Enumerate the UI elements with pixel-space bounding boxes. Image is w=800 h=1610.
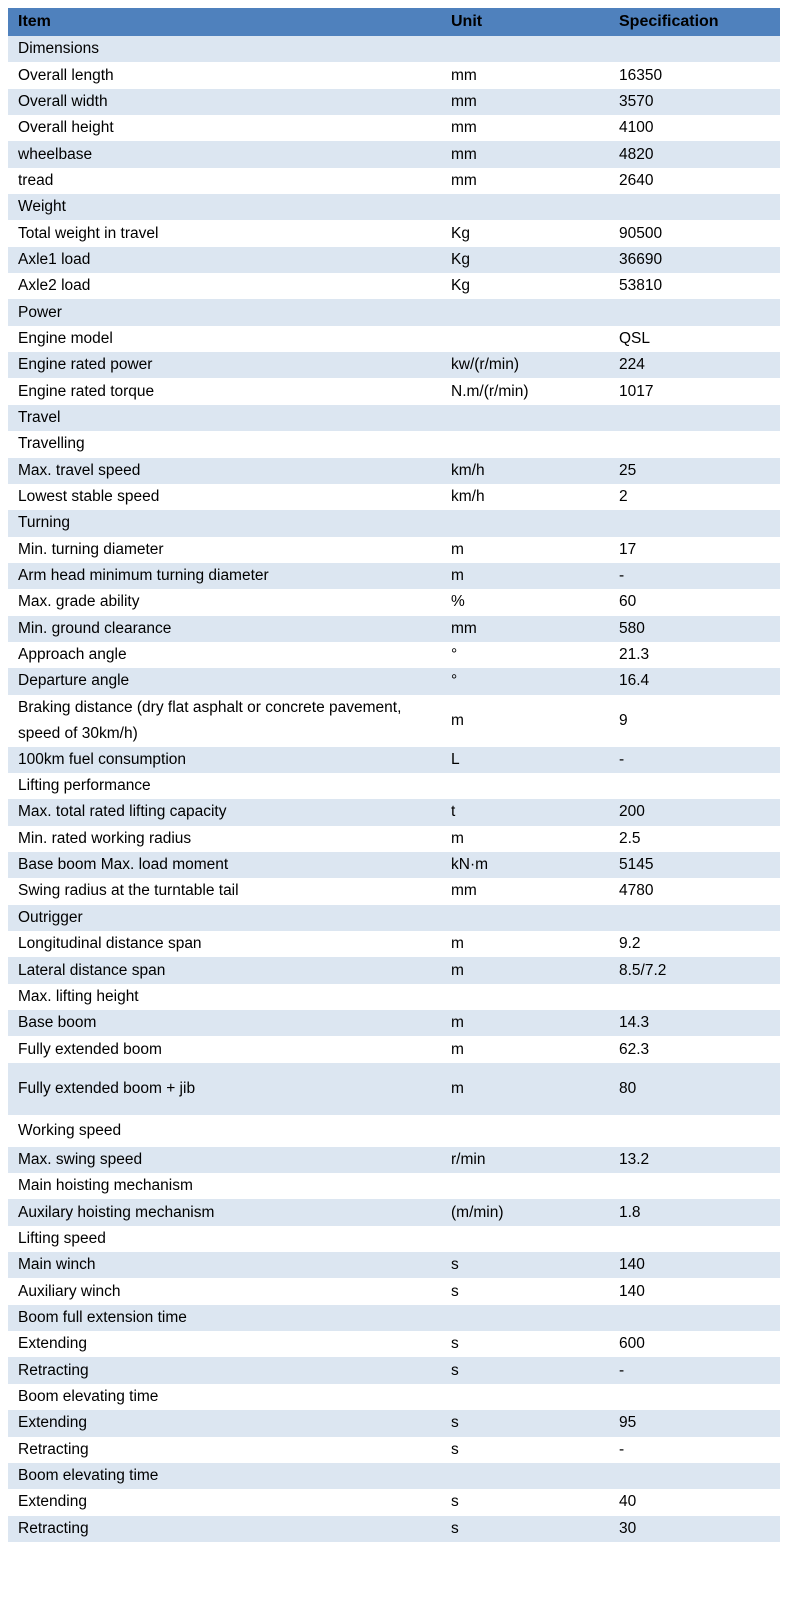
cell-unit [441, 1463, 609, 1489]
cell-spec: 200 [609, 799, 780, 825]
cell-unit: % [441, 589, 609, 615]
cell-item: Departure angle [8, 668, 441, 694]
cell-item: Overall height [8, 115, 441, 141]
cell-spec: 140 [609, 1252, 780, 1278]
header-row [8, 8, 780, 36]
cell-item: Boom full extension time [8, 1305, 441, 1331]
table-row [8, 1463, 780, 1489]
cell-spec: - [609, 563, 780, 589]
cell-unit: mm [441, 89, 609, 115]
table-row [8, 510, 780, 536]
cell-item: Approach angle [8, 642, 441, 668]
table-row [8, 247, 780, 273]
table-row [8, 1036, 780, 1062]
table-row [8, 168, 780, 194]
cell-item: Axle1 load [8, 247, 441, 273]
cell-spec [609, 510, 780, 536]
cell-item: Lifting speed [8, 1226, 441, 1252]
table-row [8, 1437, 780, 1463]
cell-item: Power [8, 299, 441, 325]
cell-unit: t [441, 799, 609, 825]
table-row [8, 378, 780, 404]
table-row [8, 1252, 780, 1278]
cell-spec: 2 [609, 484, 780, 510]
cell-unit [441, 1305, 609, 1331]
cell-spec: 8.5/7.2 [609, 957, 780, 983]
table-row [8, 1173, 780, 1199]
cell-unit: Kg [441, 247, 609, 273]
cell-item: Swing radius at the turntable tail [8, 878, 441, 904]
cell-unit: mm [441, 168, 609, 194]
cell-item: Fully extended boom [8, 1036, 441, 1062]
table-row [8, 931, 780, 957]
cell-item: Main hoisting mechanism [8, 1173, 441, 1199]
cell-spec: 1.8 [609, 1199, 780, 1225]
table-row [8, 352, 780, 378]
cell-item: Base boom [8, 1010, 441, 1036]
cell-unit [441, 405, 609, 431]
cell-unit [441, 36, 609, 62]
cell-spec [609, 905, 780, 931]
cell-spec: 90500 [609, 220, 780, 246]
cell-spec: 5145 [609, 852, 780, 878]
cell-item: Boom elevating time [8, 1463, 441, 1489]
cell-spec: 1017 [609, 378, 780, 404]
cell-unit [441, 1115, 609, 1147]
cell-item: Min. turning diameter [8, 537, 441, 563]
cell-unit: m [441, 695, 609, 747]
table-row [8, 458, 780, 484]
cell-item: Fully extended boom + jib [8, 1063, 441, 1115]
cell-unit: kw/(r/min) [441, 352, 609, 378]
cell-item: Longitudinal distance span [8, 931, 441, 957]
cell-unit: ° [441, 668, 609, 694]
cell-spec [609, 984, 780, 1010]
table-row [8, 984, 780, 1010]
cell-unit: r/min [441, 1147, 609, 1173]
cell-unit: mm [441, 62, 609, 88]
cell-item: Min. rated working radius [8, 826, 441, 852]
cell-unit: s [441, 1278, 609, 1304]
cell-spec [609, 1115, 780, 1147]
cell-spec: 4780 [609, 878, 780, 904]
cell-item: Engine model [8, 326, 441, 352]
cell-item: Lifting performance [8, 773, 441, 799]
cell-item: Max. total rated lifting capacity [8, 799, 441, 825]
cell-unit: s [441, 1357, 609, 1383]
cell-spec: 62.3 [609, 1036, 780, 1062]
table-row [8, 1226, 780, 1252]
cell-spec: 4820 [609, 141, 780, 167]
cell-spec: 600 [609, 1331, 780, 1357]
header-spec: Specification [609, 8, 780, 36]
table-row [8, 826, 780, 852]
cell-unit [441, 1173, 609, 1199]
table-row [8, 431, 780, 457]
cell-unit: m [441, 931, 609, 957]
table-row [8, 220, 780, 246]
cell-item: Extending [8, 1410, 441, 1436]
cell-item: Overall length [8, 62, 441, 88]
table-row [8, 115, 780, 141]
cell-unit: s [441, 1410, 609, 1436]
cell-spec [609, 773, 780, 799]
table-row [8, 1516, 780, 1542]
cell-item: Extending [8, 1331, 441, 1357]
cell-spec [609, 299, 780, 325]
cell-spec [609, 1384, 780, 1410]
cell-spec [609, 194, 780, 220]
cell-item: Auxiliary winch [8, 1278, 441, 1304]
cell-unit [441, 431, 609, 457]
cell-spec [609, 1173, 780, 1199]
cell-item: Total weight in travel [8, 220, 441, 246]
table-row [8, 799, 780, 825]
cell-unit [441, 1384, 609, 1410]
header-item: Item [8, 8, 441, 36]
cell-item: 100km fuel consumption [8, 747, 441, 773]
table-row [8, 1489, 780, 1515]
table-row [8, 405, 780, 431]
table-row [8, 747, 780, 773]
cell-unit [441, 905, 609, 931]
cell-spec: 16.4 [609, 668, 780, 694]
header-unit: Unit [441, 8, 609, 36]
cell-item: Working speed [8, 1115, 441, 1147]
cell-unit: km/h [441, 484, 609, 510]
cell-spec: 25 [609, 458, 780, 484]
cell-spec: 4100 [609, 115, 780, 141]
cell-unit: s [441, 1516, 609, 1542]
cell-spec: - [609, 1437, 780, 1463]
cell-item: Dimensions [8, 36, 441, 62]
table-row [8, 326, 780, 352]
cell-unit: mm [441, 141, 609, 167]
cell-item: Engine rated torque [8, 378, 441, 404]
table-row [8, 616, 780, 642]
cell-unit [441, 194, 609, 220]
cell-item: Boom elevating time [8, 1384, 441, 1410]
table-row [8, 1278, 780, 1304]
cell-spec: 9.2 [609, 931, 780, 957]
cell-item: Lowest stable speed [8, 484, 441, 510]
cell-item: Turning [8, 510, 441, 536]
spec-table [8, 8, 780, 1542]
table-row [8, 878, 780, 904]
cell-spec: - [609, 1357, 780, 1383]
cell-item: Main winch [8, 1252, 441, 1278]
cell-item: tread [8, 168, 441, 194]
cell-unit: km/h [441, 458, 609, 484]
table-row [8, 695, 780, 747]
table-row [8, 1357, 780, 1383]
cell-spec: 95 [609, 1410, 780, 1436]
cell-unit: Kg [441, 273, 609, 299]
cell-unit: mm [441, 616, 609, 642]
cell-item: Max. travel speed [8, 458, 441, 484]
cell-spec: 2640 [609, 168, 780, 194]
cell-unit [441, 326, 609, 352]
cell-unit: m [441, 1010, 609, 1036]
cell-item: Axle2 load [8, 273, 441, 299]
table-row [8, 1063, 780, 1115]
cell-spec: 30 [609, 1516, 780, 1542]
cell-spec: - [609, 747, 780, 773]
cell-item: Max. lifting height [8, 984, 441, 1010]
cell-spec: 16350 [609, 62, 780, 88]
table-row [8, 141, 780, 167]
cell-unit: m [441, 826, 609, 852]
table-row [8, 668, 780, 694]
table-row [8, 957, 780, 983]
table-row [8, 273, 780, 299]
cell-item: wheelbase [8, 141, 441, 167]
cell-unit: L [441, 747, 609, 773]
cell-item: Arm head minimum turning diameter [8, 563, 441, 589]
cell-spec: 21.3 [609, 642, 780, 668]
cell-unit: m [441, 537, 609, 563]
cell-unit [441, 773, 609, 799]
cell-unit: s [441, 1331, 609, 1357]
table-row [8, 852, 780, 878]
cell-item: Max. grade ability [8, 589, 441, 615]
cell-item: Base boom Max. load moment [8, 852, 441, 878]
cell-item: Lateral distance span [8, 957, 441, 983]
cell-item: Max. swing speed [8, 1147, 441, 1173]
cell-spec: QSL [609, 326, 780, 352]
cell-spec: 3570 [609, 89, 780, 115]
table-row [8, 1410, 780, 1436]
cell-unit: (m/min) [441, 1199, 609, 1225]
table-row [8, 589, 780, 615]
cell-unit: m [441, 1036, 609, 1062]
cell-spec [609, 405, 780, 431]
cell-item: Engine rated power [8, 352, 441, 378]
cell-unit: m [441, 957, 609, 983]
table-row [8, 1199, 780, 1225]
table-row [8, 1305, 780, 1331]
cell-unit [441, 510, 609, 536]
cell-item: Travel [8, 405, 441, 431]
cell-spec [609, 431, 780, 457]
cell-item: Outrigger [8, 905, 441, 931]
table-row [8, 1384, 780, 1410]
cell-spec [609, 1463, 780, 1489]
cell-unit: mm [441, 115, 609, 141]
cell-unit [441, 1226, 609, 1252]
cell-spec: 53810 [609, 273, 780, 299]
cell-item: Auxilary hoisting mechanism [8, 1199, 441, 1225]
table-row [8, 484, 780, 510]
cell-unit: m [441, 1063, 609, 1115]
cell-item: Retracting [8, 1357, 441, 1383]
cell-item: Braking distance (dry flat asphalt or concrete pavement, speed of 30km/h) [8, 695, 441, 747]
cell-unit: ° [441, 642, 609, 668]
cell-item: Travelling [8, 431, 441, 457]
cell-item: Retracting [8, 1437, 441, 1463]
table-row [8, 1331, 780, 1357]
cell-item: Weight [8, 194, 441, 220]
cell-unit: N.m/(r/min) [441, 378, 609, 404]
table-row [8, 1115, 780, 1147]
table-row [8, 62, 780, 88]
cell-unit: Kg [441, 220, 609, 246]
cell-spec: 9 [609, 695, 780, 747]
table-row [8, 89, 780, 115]
cell-spec: 80 [609, 1063, 780, 1115]
cell-spec: 2.5 [609, 826, 780, 852]
cell-spec: 580 [609, 616, 780, 642]
cell-unit: kN·m [441, 852, 609, 878]
table-row [8, 36, 780, 62]
cell-unit [441, 984, 609, 1010]
cell-item: Retracting [8, 1516, 441, 1542]
cell-item: Overall width [8, 89, 441, 115]
table-row [8, 773, 780, 799]
cell-item: Min. ground clearance [8, 616, 441, 642]
table-row [8, 642, 780, 668]
table-row [8, 905, 780, 931]
cell-spec: 140 [609, 1278, 780, 1304]
cell-spec: 60 [609, 589, 780, 615]
cell-spec: 224 [609, 352, 780, 378]
cell-spec: 14.3 [609, 1010, 780, 1036]
table-row [8, 537, 780, 563]
table-row [8, 1010, 780, 1036]
cell-spec [609, 1226, 780, 1252]
cell-unit [441, 299, 609, 325]
cell-spec: 36690 [609, 247, 780, 273]
cell-spec: 40 [609, 1489, 780, 1515]
cell-unit: m [441, 563, 609, 589]
table-row [8, 194, 780, 220]
cell-spec: 17 [609, 537, 780, 563]
table-row [8, 563, 780, 589]
cell-unit: s [441, 1489, 609, 1515]
cell-spec [609, 1305, 780, 1331]
table-row [8, 299, 780, 325]
cell-item: Extending [8, 1489, 441, 1515]
table-body [8, 36, 780, 1542]
table-row [8, 1147, 780, 1173]
cell-unit: s [441, 1437, 609, 1463]
cell-spec [609, 36, 780, 62]
cell-unit: mm [441, 878, 609, 904]
cell-unit: s [441, 1252, 609, 1278]
cell-spec: 13.2 [609, 1147, 780, 1173]
